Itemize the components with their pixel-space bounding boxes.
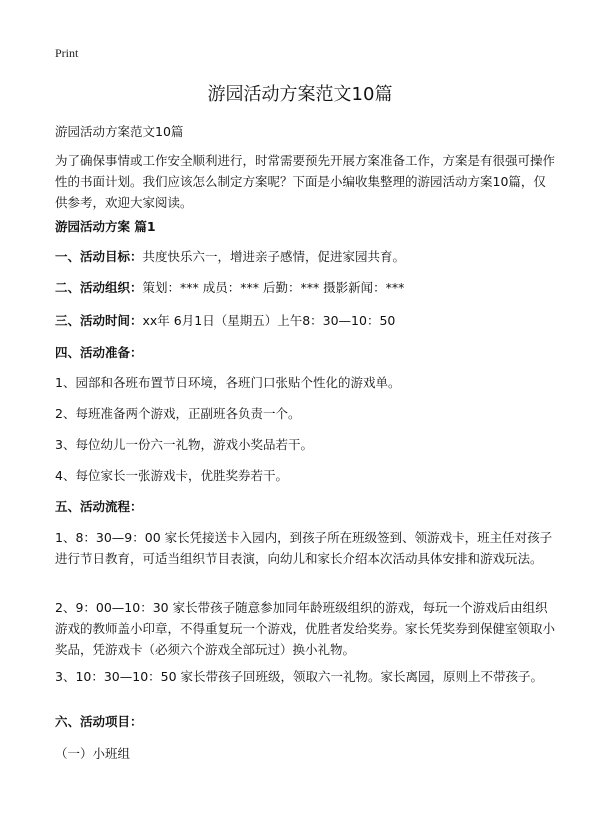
preparation-item: 3、每位幼儿一份六一礼物，游戏小奖品若干。: [55, 437, 313, 452]
intro-paragraph: 为了确保事情或工作安全顺利进行，时常需要预先开展方案准备工作，方案是有很强可操作性的书面计划。我们应该怎么制定方案呢？下面是小编收集整理的游园活动方案10篇，仅供参考，欢迎大家阅读。: [55, 153, 556, 210]
items-heading: 六、活动项目：: [55, 714, 143, 729]
organization-line: [55, 277, 555, 298]
flow-item: 1、8：30—9：00 家长凭接送卡入园内，到孩子所在班级签到、领游戏卡，班主任对孩子进行节日教育，可适当组织节目表演，向幼儿和家长介绍本次活动具体安排和游戏玩法。: [55, 530, 553, 566]
document-subtitle: 游园活动方案范文10篇: [55, 124, 184, 139]
flow-item: 3、10：30—10：50 家长带孩子回班级，领取六一礼物。家长离园，原则上不带孩子。: [55, 669, 544, 684]
flow-heading: 五、活动流程：: [55, 499, 143, 514]
article-heading: 游园活动方案 篇1: [55, 219, 156, 234]
goal-label: 一、活动目标：: [55, 249, 143, 264]
sub-item: （一）小班组: [55, 746, 131, 761]
goal-line: [55, 246, 555, 267]
time-line: [55, 310, 555, 331]
print-link[interactable]: Print: [55, 46, 79, 60]
organization-label: 二、活动组织：: [55, 280, 143, 295]
organization-text: 策划：*** 成员：*** 后勤：*** 摄影新闻：***: [142, 280, 405, 295]
goal-text: 共度快乐六一，增进亲子感情，促进家园共育。: [142, 249, 406, 264]
preparation-item: 2、每班准备两个游戏，正副班各负责一个。: [55, 406, 301, 421]
preparation-item: 1、园部和各班布置节日环境，各班门口张贴个性化的游戏单。: [55, 375, 401, 390]
flow-item: 2、9：00—10：30 家长带孩子随意参加同年龄班级组织的游戏，每玩一个游戏后由组织游戏的教师盖小印章，不得重复玩一个游戏，优胜者发给奖券。家长凭奖券到保健室领取小奖品，凭游戏卡（必须六个游戏全部玩过）换小礼物。: [55, 600, 556, 657]
preparation-heading: 四、活动准备：: [55, 345, 143, 360]
time-text: xx年 6月1日（星期五）上午8：30—10：50: [142, 313, 396, 328]
time-label: 三、活动时间：: [55, 313, 143, 328]
preparation-item: 4、每位家长一张游戏卡，优胜奖券若干。: [55, 468, 288, 483]
document-title: 游园活动方案范文10篇: [207, 84, 393, 105]
